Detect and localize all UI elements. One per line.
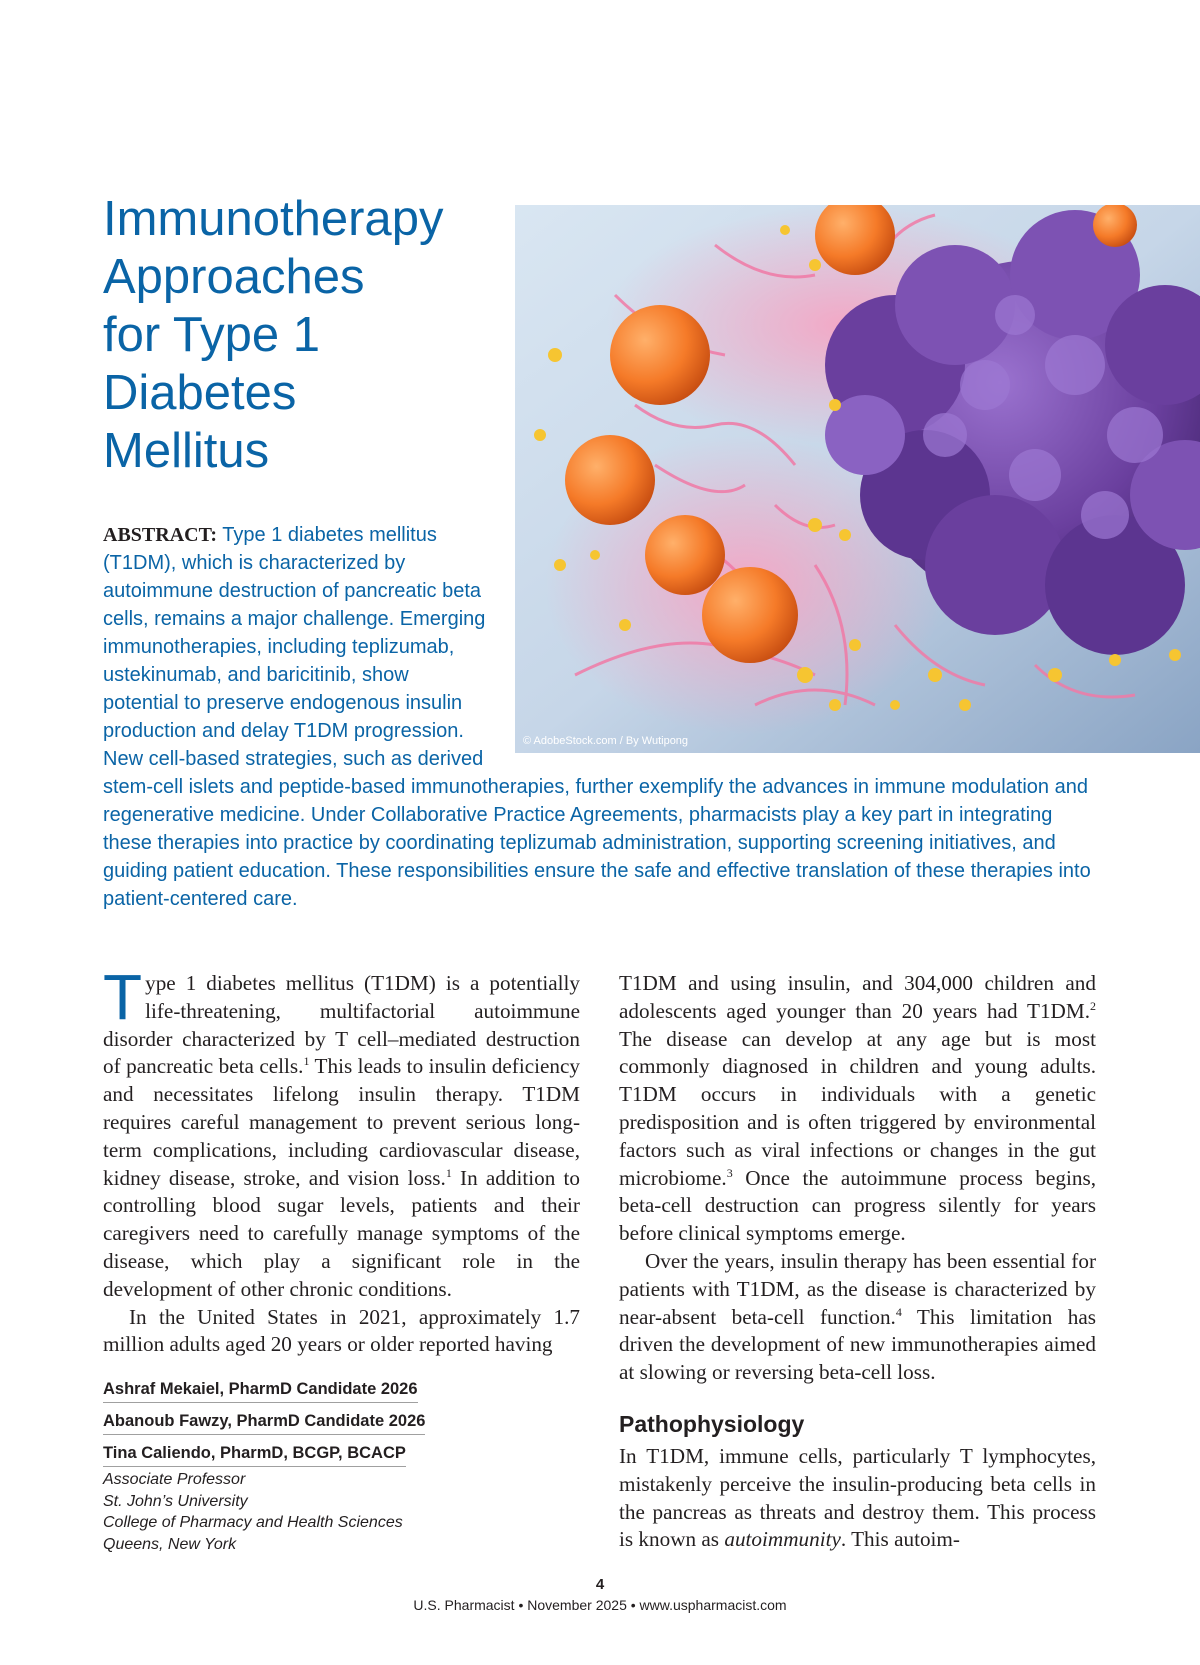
body-paragraph: [619, 1248, 1096, 1387]
drop-cap: T: [103, 961, 143, 1033]
affiliation-line: Associate Professor: [103, 1471, 246, 1488]
image-credit: © AdobeStock.com / By Wutipong: [523, 735, 689, 747]
page-footer: U.S. Pharmacist • November 2025 • www.uspharmacist.com: [413, 1597, 787, 1613]
body-text: . This autoim-: [840, 1527, 960, 1552]
section-heading: Pathophysiology: [619, 1410, 805, 1437]
author-name: Ashraf Mekaiel, PharmD Candidate 2026: [103, 1378, 418, 1403]
article-title: [103, 190, 503, 480]
emphasized-term: autoimmunity: [724, 1527, 841, 1552]
body-text: ype 1 diabetes mellitus (T1DM) is a potentially life-threatening, multifactorial autoimmune disorder characterized by T cell–mediated destruction of pancreatic beta cells.: [103, 971, 580, 1079]
author-name: Tina Caliendo, PharmD, BCGP, BCACP: [103, 1442, 406, 1467]
title-line: Diabetes: [103, 366, 297, 420]
body-column-2: [619, 970, 1096, 1554]
body-text: This leads to insulin deficiency and necessitates lifelong insulin therapy. T1DM requires careful management to prevent serious long-term complications, including cardiovascular disease, kidney disease, stroke, and vision loss.: [103, 1054, 580, 1190]
abstract-label: ABSTRACT:: [103, 524, 218, 546]
reference-marker: 1: [445, 1165, 452, 1180]
reference-marker: 4: [895, 1304, 902, 1319]
reference-marker: 3: [726, 1165, 733, 1180]
body-paragraph: [103, 961, 580, 1304]
body-text: T1DM and using insulin, and 304,000 children and adolescents aged younger than 20 years had T1DM.: [619, 971, 1096, 1023]
body-paragraph: In the United States in 2021, approximately 1.7 million adults aged 20 years or older reported having: [103, 1304, 580, 1357]
abstract: [103, 521, 1103, 913]
body-text: In T1DM, immune cells, particularly T lymphocytes, mistakenly perceive the insulin-producing beta cells in the pancreas as threats and destroy them. This process is known as: [619, 1443, 1096, 1552]
body-text: Over the years, insulin therapy has been essential for patients with T1DM, as the disease is characterized by near-absent beta-cell function.: [619, 1248, 1096, 1329]
author-name: Abanoub Fawzy, PharmD Candidate 2026: [103, 1410, 425, 1435]
abstract-text: Type 1 diabetes mellitus (T1DM), which is characterized by autoimmune destruction of pancreatic beta cells, remains a major challenge. Emerging immunotherapies, including teplizumab, ustekinumab, and baricitinib, show potential to preserve endogenous insulin production and delay T1DM progression. New cell-based strategies, such as derived stem-cell islets and peptide-based immunotherapies, further exemplify the advances in immune modulation and regenerative medicine. Under Collaborative Practice Agreements, pharmacists play a key part in integrating these therapies into practice by coordinating teplizumab administration, supporting screening initiatives, and guiding patient education. These responsibilities ensure the safe and effective translation of these therapies into patient-centered care.: [103, 524, 1091, 910]
author-list: [103, 1378, 503, 1555]
body-column-1: [103, 961, 580, 1359]
title-line: Immunotherapy: [103, 192, 444, 246]
body-paragraph: [619, 970, 1096, 1248]
image-wrap-spacer: [488, 521, 1103, 766]
page-number: 4: [595, 1576, 605, 1593]
body-text: Once the autoimmune process begins, beta-cell destruction can progress silently for years before clinical symptoms emerge.: [619, 1165, 1096, 1246]
title-line: for Type 1: [103, 308, 321, 362]
reference-marker: 2: [1090, 998, 1096, 1013]
affiliation-line: St. John’s University: [103, 1492, 248, 1510]
title-line: Mellitus: [103, 424, 270, 478]
title-line: Approaches: [103, 250, 365, 304]
affiliation-line: College of Pharmacy and Health Sciences: [103, 1514, 403, 1531]
reference-marker: 1: [303, 1054, 310, 1069]
body-paragraph: [619, 1443, 1096, 1554]
body-text: In addition to controlling blood sugar levels, patients and their caregivers need to carefully manage symptoms of the disease, which play a significant role in the development of other chronic conditions.: [103, 1165, 580, 1301]
affiliation-line: Queens, New York: [103, 1535, 237, 1553]
body-text: The disease can develop at any age but is most commonly diagnosed in children and young adults. T1DM occurs in individuals with a genetic predisposition and is often triggered by environmental factors such as viral infections or changes in the gut microbiome.: [619, 1026, 1096, 1190]
body-text: This limitation has driven the development of new immunotherapies aimed at slowing or reversing beta-cell loss.: [619, 1304, 1096, 1385]
